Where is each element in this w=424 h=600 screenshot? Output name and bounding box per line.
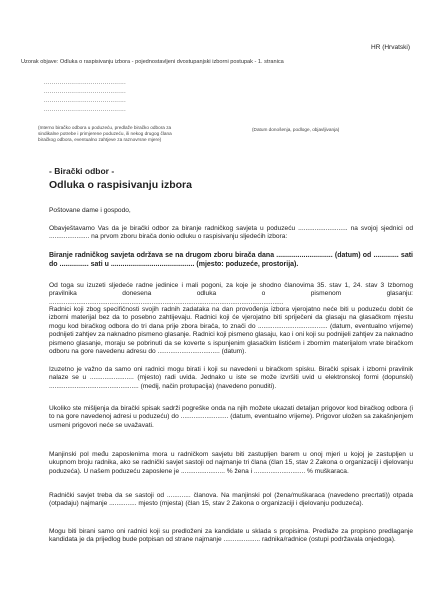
paragraph-objections: Ukoliko ste mišljenja da birački spisak sadrži pogreške onda na njih možete ukazati detaljan prigovor kod biračkog odbora (i to na gore navedenoj adresi u poduzeću) do .......................... (datum, eventualno vrijeme). Prigovor uložen sa zakašnjenjem usmeni prigovori neće se uvažavati. bbox=[49, 405, 413, 429]
paragraph-exceptions: Od toga su izuzeti sljedeće radne jedinice i mali pogoni, za koje je shodno članovima 35. stav 1, 24. stav 3 Izbornog pravilnika donesena odluka o pismenom glasanju: ................................................................................................................................ bbox=[49, 282, 413, 306]
paragraph-notice: Obavještavamo Vas da je birački odbor za biranje radničkog savjeta u poduzeću ........................... na svojoj sjednici od ...................... na prvom zboru birača donio odluku o raspisivanju sljedećih izbora: bbox=[49, 225, 413, 241]
address-line-4: .......................................... bbox=[44, 107, 127, 113]
address-line-2: .......................................... bbox=[44, 89, 127, 95]
board-heading: - Birački odbor - bbox=[49, 166, 115, 176]
document-title: Odluka o raspisivanju izbora bbox=[49, 179, 192, 191]
paragraph-voter-list: Izuzetno je važno da samo oni radnici mogu birati i koji su navedeni u biračkom spisku. Birački spisak i izborni pravilnik nalaze se u ........................ (mjesto) radi uvida. Jednako u iste se može izvršiti uvid u elektronskoj formi (dopunski) ................................................. (medij, način protupacija) (navedeno ponuditi). bbox=[49, 366, 413, 390]
organization-note: (Interno biračko odbora u poduzeću, predlaže biračko odbora za sindikalne potrebe i primjerene poduzeću, ili nekog drugog člana biračkog odbora, eventualno zahtjeve za raznovrsne mjere) bbox=[38, 125, 172, 142]
address-line-3: .......................................... bbox=[44, 98, 127, 104]
greeting: Poštovane dame i gospodo, bbox=[49, 207, 131, 214]
language-tag: HR (Hrvatski) bbox=[371, 44, 410, 51]
date-note: (Datum donošenja, podloge, objavljivanja) bbox=[252, 127, 340, 132]
sample-title: Uzorak objave: Odluka o raspisivanju izbora - pojednostavljeni dvostupanjski izborni postupak - 1. stranica bbox=[21, 59, 284, 65]
paragraph-council-size: Radnički savjet treba da se sastoji od ............. članova. Na manjinski pol (žena/muškaraca (navedeno precrtati)) otpada (otpadaju) najmanje ............... mjesto (mjesta) (član 15, stav 2 Zakona o organizaciji i djelovanju poduzeća). bbox=[49, 492, 413, 508]
paragraph-candidates: Mogu biti birani samo oni radnici koji su predloženi za kandidate u sklada s propisima. Predlaže za propisno predlaganje kandidata je da prijedlog bude potpisan od strane najmanje .................... radnika/radnice (ostupi podržavala onjedoga). bbox=[49, 528, 413, 544]
address-line-1: .......................................... bbox=[44, 80, 127, 86]
paragraph-election-date: Biranje radničkog savjeta održava se na drugom zboru birača dana ............................. (datum) od ............. sati do ............... sati u ........................................... (mjesto: poduzeće, prostorija). bbox=[49, 252, 413, 268]
paragraph-minority-gender: Manjinski pol među zaposlenima mora u radničkom savjetu biti zastupljen barem u onoj mjeri u kojoj je zastupljen u ukupnom broju radnika, ako se radnički savjet sastoji od najmanje tri člana (član 15, stav 2 Zakona o organizaciji i djelovanju poduzeća). U našem poduzeću zaposlene je ........................ % žena i ............................ % muškaraca. bbox=[49, 451, 413, 475]
paragraph-postal-vote: Radnici koji zbog specifičnosti svojih radnih zadataka na dan provođenja izbora vjerojatno neće biti u poduzeću dobit će izborni materijal bez da to posebno zahtijevaju. Radnici koji će vjerojatno biti spriječeni da glasaju na glasačkom mjestu mogu kod biračkog odbora do tri dana prije zbora birača, to znači do ...................................... (datum, eventualno vrijeme) podnijeti zahtjev za naknadno pismeno glasanje. Radnici koji pismeno glasaju, kao i oni koji su podnijeli zahtjev za naknadno pismeno glasanje, moraju se pobrinuti da se koverte s ispunjenim glasačkim listićem i zbornim materijalom vrate biračkom odboru na gore navedenu adresu do .................................. (datum). bbox=[49, 306, 413, 356]
